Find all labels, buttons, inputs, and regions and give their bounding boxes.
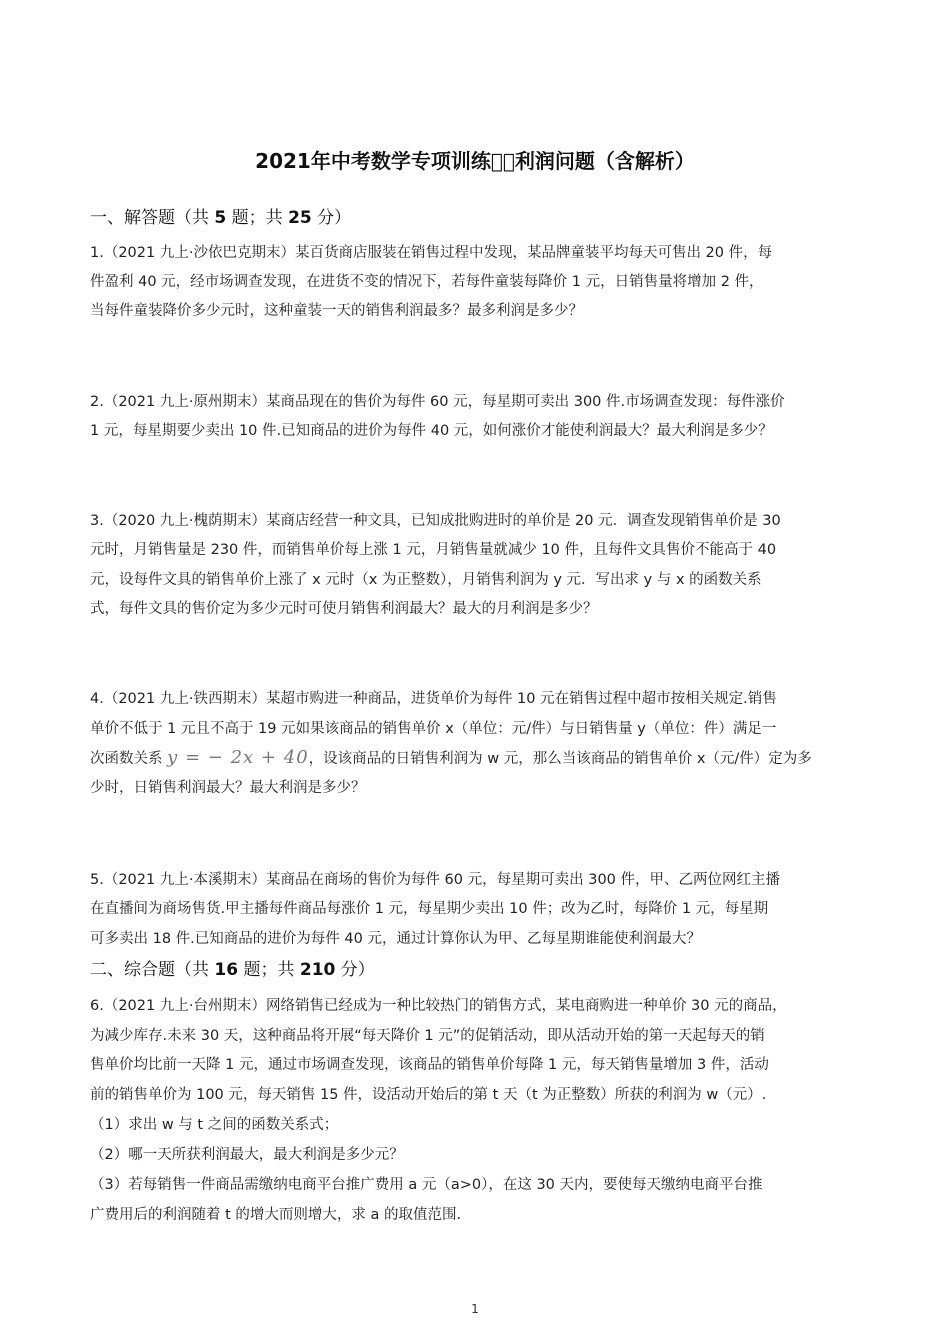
question-3-line-4: 式，每件文具的售价定为多少元时可使月销售利润最大？最大的月利润是多少？ — [90, 601, 598, 617]
question-count: 5 — [214, 208, 227, 228]
linear-function-formula: y = − 2x + 40 — [167, 747, 309, 768]
question-3-line-2: 元时，月销售量是 230 件，而销售单价每上涨 1 元，月销售量就减少 10 件，且每件文具售价不能高于 40 — [90, 542, 777, 558]
question-6-part-3: （3）若每销售一件商品需缴纳电商平台推广费用 a 元（a>0），在这 30 天内，要使每天缴纳电商平台推 — [90, 1177, 763, 1193]
section-heading-comprehensive — [90, 955, 375, 980]
section-mid: 题；共 — [226, 208, 289, 228]
question-6-part-2: （2）哪一天所获利润最大，最大利润是多少元？ — [90, 1147, 404, 1163]
question-4-line-3 — [90, 748, 812, 769]
question-1-line-2: 件盈利 40 元，经市场调查发现，在进货不变的情况下，若每件童装每降价 1 元，日销售量将增加 2 件， — [90, 274, 764, 290]
question-6-line-3: 售单价均比前一天降 1 元，通过市场调查发现，该商品的销售单价每降 1 元，每天销售量增加 3 件，活动 — [90, 1057, 769, 1073]
question-4-line-3-end: ，设该商品的日销售利润为 w 元，那么当该商品的销售单价 x（元/件）定为多 — [308, 751, 812, 767]
question-5-line-1: 5.（2021 九上·本溪期末）某商品在商场的售价为每件 60 元，每星期可卖出 300 件，甲、乙两位网红主播 — [90, 872, 781, 888]
section-label: 一、解答题（共 — [90, 208, 215, 228]
question-3-line-3: 元，设每件文具的销售单价上涨了 x 元时（x 为正整数），月销售利润为 y 元．写出求 y 与 x 的函数关系 — [90, 572, 762, 588]
points-total: 210 — [299, 960, 336, 980]
question-2-line-1: 2.（2021 九上·原州期末）某商品现在的售价为每件 60 元，每星期可卖出 300 件.市场调查发现：每件涨价 — [90, 394, 785, 410]
section-mid: 题；共 — [238, 960, 300, 980]
question-6-line-4: 前的销售单价为 100 元，每天销售 15 件，设活动开始后的第 t 天（t 为正整数）所获的利润为 w（元）. — [90, 1087, 767, 1103]
question-5-line-3: 可多卖出 18 件.已知商品的进价为每件 40 元，通过计算你认为甲、乙每星期谁能使利润最大？ — [90, 931, 701, 947]
question-3-line-1: 3.（2020 九上·槐荫期末）某商店经营一种文具，已知成批购进时的单价是 20 元．调查发现销售单价是 30 — [90, 513, 781, 529]
question-1-line-3: 当每件童装降价多少元时，这种童装一天的销售利润最多？最多利润是多少？ — [90, 303, 583, 319]
question-4-line-1: 4.（2021 九上·铁西期末）某超市购进一种商品，进货单价为每件 10 元在销售过程中超市按相关规定.销售 — [90, 691, 777, 707]
question-4-line-3-start: 次函数关系 — [90, 751, 168, 767]
question-6-line-1: 6.（2021 九上·台州期末）网络销售已经成为一种比较热门的销售方式，某电商购进一种单价 30 元的商品， — [90, 998, 787, 1014]
section-end: 分） — [335, 960, 375, 980]
document-title: 2021年中考数学专项训练  利润问题（含解析） — [255, 149, 695, 173]
question-5-line-2: 在直播间为商场售货.甲主播每件商品每涨价 1 元，每星期少卖出 10 件；改为乙时，每降价 1 元，每星期 — [90, 901, 769, 917]
question-1-line-1: 1.（2021 九上·沙依巴克期末）某百货商店服装在销售过程中发现，某品牌童装平均每天可售出 20 件，每 — [90, 245, 773, 261]
page-number: 1 — [471, 1302, 479, 1316]
question-2-line-2: 1 元，每星期要少卖出 10 件.已知商品的进价为每件 40 元，如何涨价才能使利润最大？最大利润是多少？ — [90, 423, 773, 439]
question-6-part-1: （1）求出 w 与 t 之间的函数关系式； — [90, 1117, 339, 1133]
question-count: 16 — [214, 960, 239, 980]
question-6-part-3-cont: 广费用后的利润随着 t 的增大而则增大，求 a 的取值范围. — [90, 1207, 462, 1223]
section-heading-answer — [90, 203, 351, 228]
points-total: 25 — [288, 208, 312, 228]
question-6-line-2: 为减少库存.未来 30 天，这种商品将开展“每天降价 1 元”的促销活动，即从活动开始的第一天起每天的销 — [90, 1028, 765, 1044]
section-label: 二、综合题（共 — [90, 960, 215, 980]
question-4-line-4: 少时，日销售利润最大？最大利润是多少？ — [90, 780, 366, 796]
question-4-line-2: 单价不低于 1 元且不高于 19 元如果该商品的销售单价 x（单位：元/件）与日销售量 y（单位：件）满足一 — [90, 721, 777, 737]
section-end: 分） — [311, 208, 352, 228]
